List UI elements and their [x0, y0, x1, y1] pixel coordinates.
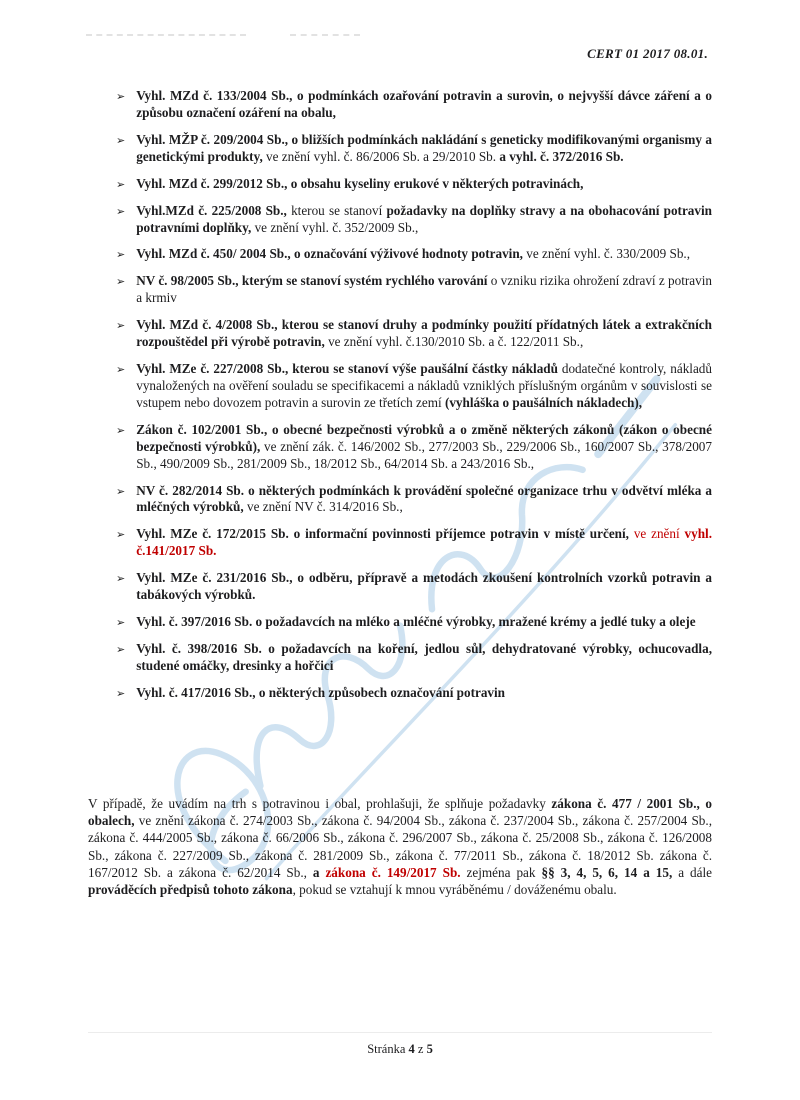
arrow-bullet-icon: ➢	[116, 572, 126, 586]
list-item	[116, 685, 712, 702]
list-item-text: Vyhl.MZd č. 225/2008 Sb., kterou se stanoví požadavky na doplňky stravy a na obohacování potravin potravními doplňky, ve znění vyhl. č. 352/2009 Sb.,	[136, 202, 712, 235]
scan-artifact	[86, 34, 246, 36]
list-item-text: Vyhl. MZe č. 231/2016 Sb., o odběru, přípravě a metodách zkoušení kontrolních vzorků potravin a tabákových výrobků.	[136, 570, 712, 603]
header-doc-code: CERT 01 2017 08.01.	[587, 46, 708, 61]
arrow-bullet-icon: ➢	[116, 423, 126, 437]
list-item-text: Zákon č. 102/2001 Sb., o obecné bezpečnosti výrobků a o změně některých zákonů (zákon o obecné bezpečnosti výrobků), ve znění zák. č. 146/2002 Sb., 277/2003 Sb., 229/2006 Sb., 160/2007 Sb., 378/2007 Sb., 490/2009 Sb., 281/2009 Sb., 18/2012 Sb., 64/2014 Sb. a 243/2016 Sb.,	[136, 421, 712, 471]
arrow-bullet-icon: ➢	[116, 275, 126, 289]
arrow-bullet-icon: ➢	[116, 642, 126, 656]
list-item	[116, 246, 712, 263]
list-item-text: Vyhl. MZd č. 299/2012 Sb., o obsahu kyseliny erukové v některých potravinách,	[136, 175, 584, 191]
list-item-text: NV č. 282/2014 Sb. o některých podmínkách k provádění společné organizace trhu v odvětví mléka a mléčných výrobků, ve znění NV č. 314/2016 Sb.,	[136, 482, 712, 515]
list-item	[116, 176, 712, 193]
arrow-bullet-icon: ➢	[116, 204, 126, 218]
list-item	[116, 317, 712, 351]
list-item-text: Vyhl. č. 417/2016 Sb., o některých způsobech označování potravin	[136, 684, 506, 700]
arrow-bullet-icon: ➢	[116, 615, 126, 629]
list-item	[116, 422, 712, 473]
list-item	[116, 641, 712, 675]
arrow-bullet-icon: ➢	[116, 686, 126, 700]
regulation-list	[116, 88, 712, 712]
list-item	[116, 614, 712, 631]
scan-artifact	[290, 34, 360, 36]
list-item	[116, 483, 712, 517]
arrow-bullet-icon: ➢	[116, 177, 126, 191]
page-footer: Stránka 4 z 5	[88, 1032, 712, 1057]
list-item-text: Vyhl. MZd č. 450/ 2004 Sb., o označování výživové hodnoty potravin, ve znění vyhl. č. 330/2009 Sb.,	[136, 246, 691, 262]
list-item-text: NV č. 98/2005 Sb., kterým se stanoví systém rychlého varování o vzniku rizika ohrožení zdraví z potravin a krmiv	[136, 273, 712, 306]
arrow-bullet-icon: ➢	[116, 319, 126, 333]
declaration-paragraph: V případě, že uvádím na trh s potravinou i obal, prohlašuji, že splňuje požadavky zákona č. 477 / 2001 Sb., o obalech, ve znění zákona č. 274/2003 Sb., zákona č. 94/2004 Sb., zákona č. 237/2004 Sb., zákona č. 257/2004 Sb., zákona č. 444/2005 Sb., zákona č. 66/2006 Sb., zákona č. 296/2007 Sb., zákona č. 25/2008 Sb., zákona č. 126/2008 Sb., zákona č. 227/2009 Sb., zákona č. 281/2009 Sb., zákona č. 77/2011 Sb., zákona č. 18/2012 Sb. zákona č. 167/2012 Sb. a zákona č. 62/2014 Sb., a zákona č. 149/2017 Sb. zejména pak §§ 3, 4, 5, 6, 14 a 15, a dále prováděcích předpisů tohoto zákona, pokud se vztahují k mnou vyráběnému / dováženému obalu.	[88, 796, 712, 898]
list-item-text: Vyhl. MZd č. 4/2008 Sb., kterou se stanoví druhy a podmínky použití přídatných látek a extrakčních rozpouštědel při výrobě potravin, ve znění vyhl. č.130/2010 Sb. a č. 122/2011 Sb.,	[136, 317, 712, 350]
list-item	[116, 132, 712, 166]
list-item-text: Vyhl. MZd č. 133/2004 Sb., o podmínkách ozařování potravin a surovin, o nejvyšší dávce záření a o způsobu označení ozáření na obalu,	[136, 88, 712, 120]
list-item-text: Vyhl. MZe č. 172/2015 Sb. o informační povinnosti příjemce potravin v místě určení, ve znění vyhl. č.141/2017 Sb.	[136, 526, 712, 559]
list-item-text: Vyhl. MŽP č. 209/2004 Sb., o bližších podmínkách nakládání s geneticky modifikovanými organismy a genetickými produkty, ve znění vyhl. č. 86/2006 Sb. a 29/2010 Sb. a vyhl. č. 372/2016 Sb.	[136, 131, 712, 164]
list-item-text: Vyhl. č. 398/2016 Sb. o požadavcích na koření, jedlou sůl, dehydratované výrobky, ochucovadla, studené omáčky, dresinky a hořčici	[136, 640, 712, 673]
list-item-text: Vyhl. MZe č. 227/2008 Sb., kterou se stanoví výše paušální částky nákladů dodatečné kontroly, nákladů vynaložených na ověření souladu se specifikacemi a nákladů vzniklých příslušným orgánům v souvislosti se vstupem nebo dovozem potravin a surovin ze třetích zemí (vyhláška o paušálních nákladech),	[136, 361, 712, 410]
arrow-bullet-icon: ➢	[116, 90, 126, 103]
arrow-bullet-icon: ➢	[116, 363, 126, 377]
arrow-bullet-icon: ➢	[116, 248, 126, 262]
arrow-bullet-icon: ➢	[116, 484, 126, 498]
list-item	[116, 361, 712, 412]
list-item	[116, 526, 712, 560]
list-item	[116, 203, 712, 237]
arrow-bullet-icon: ➢	[116, 133, 126, 147]
list-item-text: Vyhl. č. 397/2016 Sb. o požadavcích na mléko a mléčné výrobky, mražené krémy a jedlé tuky a oleje	[136, 613, 696, 629]
list-item	[116, 570, 712, 604]
arrow-bullet-icon: ➢	[116, 528, 126, 542]
list-item	[116, 273, 712, 307]
list-item	[116, 88, 712, 122]
